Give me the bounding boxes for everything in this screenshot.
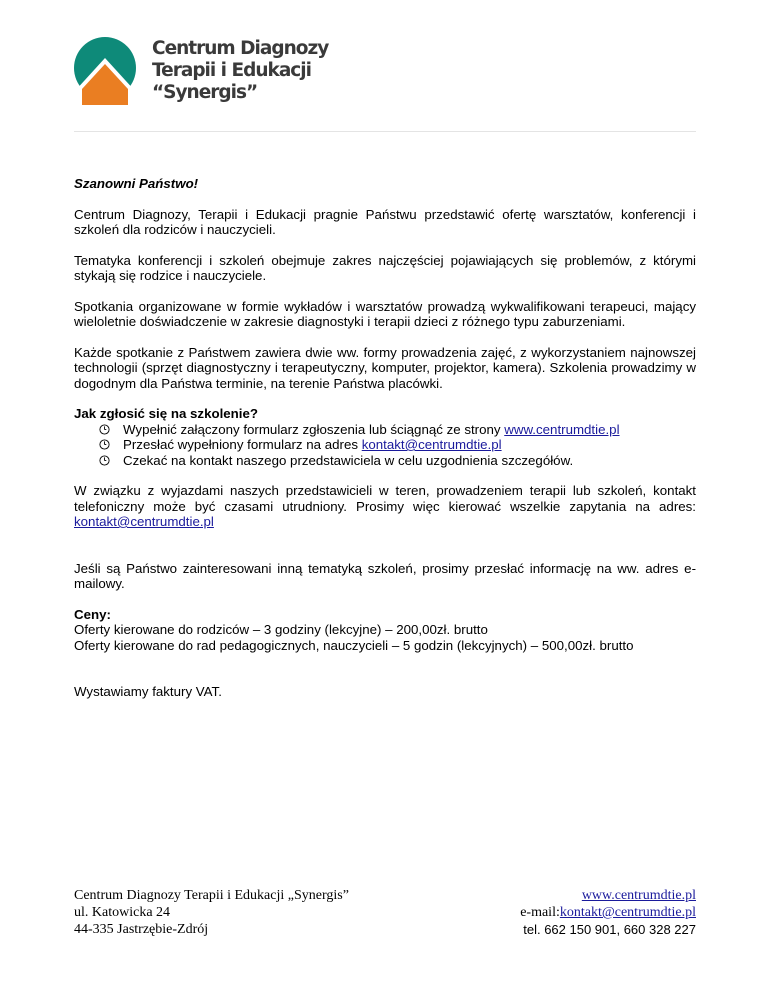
application-steps (74, 422, 696, 469)
website-link[interactable]: www.centrumdtie.pl (504, 421, 620, 437)
footer-contact (520, 887, 696, 938)
list-item (74, 453, 696, 469)
contact-text: W związku z wyjazdami naszych przedstawicieli w teren, prowadzeniem terapii lub szkoleń, kontakt telefoniczny może być czasami utrudniony. Prosimy więc kierować wszelkie zapytania na adres: (74, 483, 696, 514)
footer-address (74, 887, 349, 938)
contact-email-link[interactable]: kontakt@centrumdtie.pl (74, 514, 214, 529)
paragraph-contact (74, 483, 696, 530)
paragraph-format: Każde spotkanie z Państwem zawiera dwie ww. formy prowadzenia zajęć, z wykorzystaniem najnowszej technologii (sprzęt diagnostyczny i terapeutyczny, komputer, projektor, kamera). Szkolenia prowadzimy w dogodnym dla Państwa terminie, na terenie Państwa placówki. (74, 344, 696, 391)
letter-body (74, 176, 696, 700)
price-teachers: Oferty kierowane do rad pedagogicznych, nauczycieli – 5 godzin (lekcyjnych) – 500,00zł. brutto (74, 637, 634, 653)
list-item (74, 422, 696, 438)
paragraph-meetings: Spotkania organizowane w formie wykładów i warsztatów prowadzą wykwalifikowani terapeuci, mający wieloletnie doświadczenie w zakresie diagnostyki i terapii dzieci z różnego typu zaburzeniami. (74, 298, 696, 329)
paragraph-other-topics: Jeśli są Państwo zainteresowani inną tematyką szkoleń, prosimy przesłać informację na ww. adres e-mailowy. (74, 560, 696, 591)
clock-bullet-icon (99, 439, 110, 450)
company-logo (74, 36, 334, 108)
footer-city: 44-335 Jastrzębie-Zdrój (74, 922, 209, 937)
footer-email-label: e-mail: (520, 905, 560, 920)
footer-phone: tel. 662 150 901, 660 328 227 (523, 922, 696, 937)
step-3-text: Czekać na kontakt naszego przedstawiciela w celu uzgodnienia szczegółów. (123, 452, 574, 468)
email-link[interactable]: kontakt@centrumdtie.pl (361, 437, 502, 452)
logo-text (152, 38, 328, 104)
clock-bullet-icon (99, 455, 110, 466)
footer-street: ul. Katowicka 24 (74, 905, 171, 920)
greeting: Szanowni Państwo! (74, 176, 199, 191)
step-2-text: Przesłać wypełniony formularz na adres (123, 437, 362, 452)
footer-email-line (520, 904, 696, 921)
prices-title: Ceny: (74, 606, 111, 622)
how-to-apply-title: Jak zgłosić się na szkolenie? (74, 406, 259, 421)
clock-bullet-icon (99, 424, 110, 435)
paragraph-topics: Tematyka konferencji i szkoleń obejmuje zakres najczęściej pojawiających się problemów, z którymi stykają się rodzice i nauczyciele. (74, 252, 696, 283)
footer-company-name: Centrum Diagnozy Terapii i Edukacji „Synergis” (74, 888, 349, 903)
logo-line-3: “Synergis” (152, 82, 258, 103)
step-1-text: Wypełnić załączony formularz zgłoszenia lub ściągnąć ze strony (123, 421, 505, 437)
paragraph-intro: Centrum Diagnozy, Terapii i Edukacji pragnie Państwu przedstawić ofertę warsztatów, konferencji i szkoleń dla rodziców i nauczycieli. (74, 206, 696, 237)
vat-note: Wystawiamy faktury VAT. (74, 684, 222, 699)
footer-website-link[interactable]: www.centrumdtie.pl (581, 888, 696, 903)
footer-email-link[interactable]: kontakt@centrumdtie.pl (559, 905, 696, 920)
logo-line-2: Terapii i Edukacji (152, 60, 311, 81)
logo-line-1: Centrum Diagnozy (152, 38, 329, 59)
header-divider (74, 131, 696, 132)
price-parents: Oferty kierowane do rodziców – 3 godziny (lekcyjne) – 200,00zł. brutto (74, 622, 488, 637)
logo-mark-icon (74, 36, 138, 106)
list-item (74, 437, 696, 453)
